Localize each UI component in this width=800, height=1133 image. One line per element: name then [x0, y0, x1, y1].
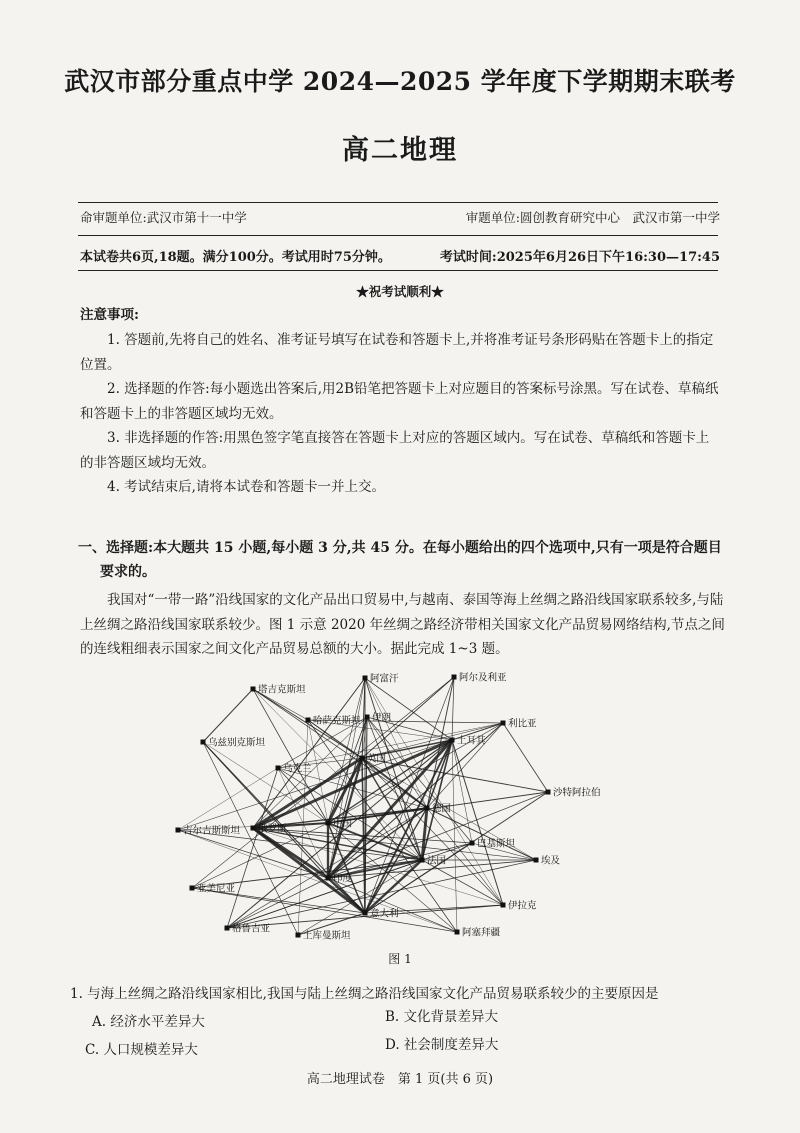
- node-rus: [251, 826, 256, 831]
- trade-link: [178, 830, 457, 932]
- node-label-ukr: 乌克兰: [283, 763, 312, 775]
- node-pak: [470, 841, 475, 846]
- exam-time: 考试时间:2025年6月26日下午16:30—17:45: [439, 250, 720, 265]
- node-label-deu: 德国: [432, 803, 452, 815]
- node-kgz: [176, 828, 181, 833]
- node-irq: [501, 903, 506, 908]
- blessing: ★祝考试顺利★: [356, 284, 444, 299]
- node-label-geo: 格鲁吉亚: [232, 923, 271, 935]
- question-1-stem: 1. 与海上丝绸之路沿线国家相比,我国与陆上丝绸之路沿线国家文化产品贸易联系较少的主要原因是: [70, 986, 659, 1002]
- node-label-irq: 伊拉克: [508, 900, 537, 912]
- trade-link: [365, 678, 422, 860]
- option-c[interactable]: C. 人口规模差异大: [85, 1042, 198, 1058]
- trade-link: [427, 808, 536, 860]
- node-label-afg: 阿富汗: [370, 673, 399, 685]
- node-label-rus: 俄罗斯: [258, 823, 287, 835]
- section-heading: [78, 536, 723, 584]
- node-label-uzb: 乌兹别克斯坦: [208, 737, 266, 749]
- node-label-irn: 伊朗: [372, 712, 392, 724]
- trade-link: [203, 689, 253, 742]
- node-label-egy: 埃及: [541, 855, 561, 867]
- node-label-tur: 土耳其: [457, 735, 486, 747]
- page-footer: 高二地理试卷 第 1 页(共 6 页): [306, 1072, 494, 1087]
- node-tjk: [251, 687, 256, 692]
- exam-info: 本试卷共6页,18题。满分100分。考试用时75分钟。: [80, 250, 391, 265]
- node-lby: [501, 721, 506, 726]
- node-label-arm: 亚美尼亚: [197, 883, 236, 895]
- notice-item: 3. 非选择题的作答:用黑色签字笔直接答在答题卡上对应的答题区域内。写在试卷、草稿纸和答题卡上的非答题区域均无效。: [80, 430, 710, 471]
- exam-info-row: [80, 246, 720, 265]
- setter-unit: 命审题单位:武汉市第十一中学: [80, 210, 247, 225]
- option-a[interactable]: A. 经济水平差异大: [92, 1014, 205, 1030]
- network-edges: [178, 677, 548, 935]
- divider: [78, 235, 718, 236]
- node-deu: [425, 806, 430, 811]
- node-afg: [363, 676, 368, 681]
- setter-row: [80, 208, 720, 226]
- node-ita: [363, 911, 368, 916]
- question-intro: 我国对“一带一路”沿线国家的文化产品出口贸易中,与越南、泰国等海上丝绸之路沿线国家联系较多,与陆上丝绸之路沿线国家联系较少。图 1 示意 2020 年丝绸之路经济带相关国家文化产品贸易网络结构,节点之间的连线粗细表示国家之间文化产品贸易总额的大小。据此完成 1~3 题。: [80, 592, 725, 657]
- node-chn: [326, 821, 331, 826]
- node-label-kaz: 哈萨克斯坦: [313, 715, 361, 727]
- node-egy: [534, 858, 539, 863]
- node-kaz: [306, 718, 311, 723]
- node-geo: [225, 926, 230, 931]
- divider: [78, 270, 718, 271]
- node-uzb: [201, 740, 206, 745]
- trade-network-figure: [170, 670, 601, 950]
- notice-heading: 注意事项:: [80, 307, 139, 323]
- reviewer-unit: 审题单位:圆创教育研究中心 武汉市第一中学: [465, 210, 720, 225]
- trade-link: [452, 740, 503, 905]
- node-label-fra: 法国: [427, 855, 447, 867]
- option-b[interactable]: B. 文化背景差异大: [385, 1009, 499, 1025]
- node-irn: [365, 715, 370, 720]
- node-ind: [326, 876, 331, 881]
- node-ukr: [276, 766, 281, 771]
- node-alg: [452, 675, 457, 680]
- trade-link: [365, 678, 427, 808]
- node-label-chn: 中国: [333, 818, 353, 830]
- node-label-aze: 阿塞拜疆: [462, 927, 501, 939]
- section-heading-line1: 一、选择题:本大题共 15 小题,每小题 3 分,共 45 分。在每小题给出的四个选项中,只有一项是符合题目: [78, 540, 722, 556]
- node-fra: [420, 858, 425, 863]
- section-heading-line2: 要求的。: [100, 564, 156, 580]
- node-aze: [455, 930, 460, 935]
- node-tur: [450, 738, 455, 743]
- node-label-kgz: 吉尔吉斯斯坦: [183, 825, 241, 837]
- node-gbr: [360, 756, 365, 761]
- node-label-tkm: 土库曼斯坦: [303, 930, 351, 942]
- node-label-ind: 印度: [333, 873, 353, 885]
- node-sau: [546, 790, 551, 795]
- node-label-ita: 意大利: [370, 908, 399, 920]
- node-tkm: [296, 933, 301, 938]
- node-arm: [190, 886, 195, 891]
- figure-caption: 图 1: [388, 952, 412, 966]
- node-label-tjk: 塔吉克斯坦: [258, 684, 306, 696]
- subject-title: 高二地理: [342, 135, 458, 166]
- node-label-gbr: 英国: [367, 753, 387, 765]
- node-label-alg: 阿尔及利亚: [459, 672, 507, 684]
- notice-item: 4. 考试结束后,请将本试卷和答题卡一并上交。: [107, 479, 385, 495]
- node-label-sau: 沙特阿拉伯: [553, 787, 601, 799]
- notice-item: 1. 答题前,先将自己的姓名、准考证号填写在试卷和答题卡上,并将准考证号条形码贴在答题卡上的指定位置。: [80, 332, 714, 373]
- option-d[interactable]: D. 社会制度差异大: [385, 1037, 499, 1053]
- node-label-pak: 巴基斯坦: [477, 838, 516, 850]
- divider: [78, 202, 718, 203]
- notice-item: 2. 选择题的作答:每小题选出答案后,用2B铅笔把答题卡上对应题目的答案标号涂黑。写在试卷、草稿纸和答题卡上的非答题区域均无效。: [80, 381, 719, 422]
- network-nodes: [176, 672, 601, 942]
- trade-link: [503, 723, 548, 792]
- node-label-lby: 利比亚: [508, 718, 537, 730]
- trade-link: [452, 740, 457, 932]
- trade-link: [365, 740, 452, 913]
- exam-title: 武汉市部分重点中学 2024—2025 学年度下学期期末联考: [64, 67, 736, 96]
- trade-link: [365, 860, 422, 913]
